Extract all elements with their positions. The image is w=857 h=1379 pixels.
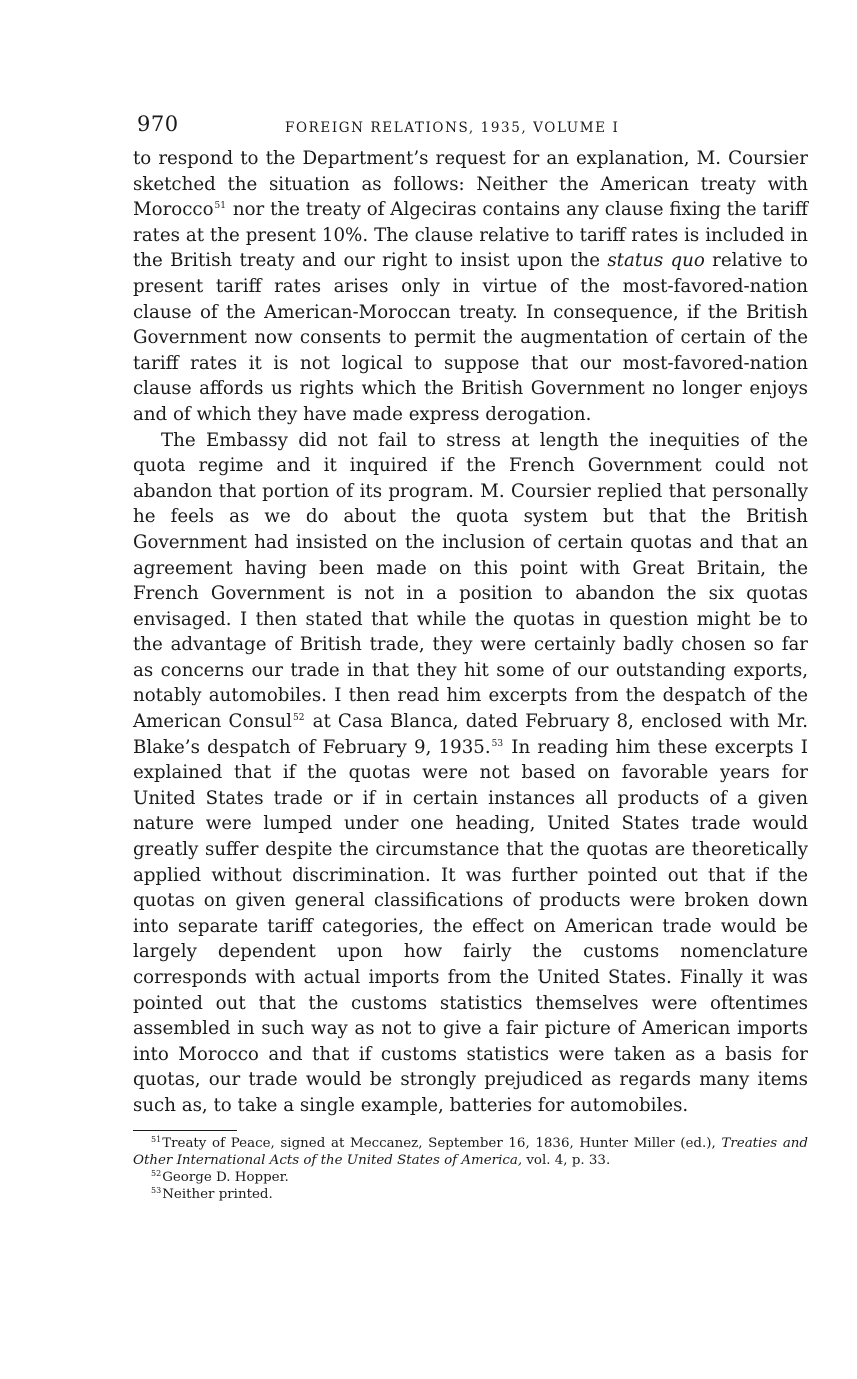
footnote-marker: 53 — [151, 1185, 162, 1195]
running-header — [133, 112, 808, 146]
paragraph-text: to respond to the Department’s request for an explanation, M. Coursier sketched the situation as follows: Neither the American treaty with Morocco — [133, 148, 808, 221]
paragraph-text: relative to present tariff rates arises only in virtue of the most-favored-nation clause of the American-Moroccan treaty. In consequence, if the British Government now consents to permit the augmentation of certain of the tariff rates it is not logical to suppose that our most-favored-nation clause affords us rights which the British Government no longer enjoys and of which they have made express derogation. — [133, 250, 808, 425]
footnote-marker: 51 — [151, 1134, 162, 1144]
footnote-text: Treaty of Peace, signed at Meccanez, September 16, 1836, Hunter Miller (ed.), — [162, 1135, 716, 1151]
footnote-ref-52[interactable]: 52 — [293, 713, 305, 724]
footnotes — [133, 1135, 808, 1203]
footnote-51 — [133, 1135, 808, 1169]
running-title: FOREIGN RELATIONS, 1935, VOLUME I — [285, 120, 620, 136]
footnote-ref-53[interactable]: 53 — [491, 738, 504, 749]
footnote-text: vol. 4, p. 33. — [526, 1152, 611, 1168]
footnote-53 — [133, 1186, 808, 1203]
footnote-marker: 52 — [151, 1168, 162, 1178]
body-text — [133, 146, 808, 1119]
footnote-text: Neither printed. — [162, 1186, 273, 1202]
italic-phrase: status quo — [607, 250, 705, 272]
paragraph-text: at Casa Blanca, dated February 8, enclosed with Mr. Blake’s despatch of February 9, 1935. — [133, 711, 808, 758]
footnote-italic-title: Treaties and Other International Acts of the United States of America, — [133, 1135, 808, 1168]
paragraph-text: nor the treaty of Algeciras contains any clause fixing the tariff rates at the present 10%. The clause relative to tariff rates is included in the British treaty and our right to insist upon the — [133, 199, 808, 272]
paragraph-text: In reading him these excerpts I explained that if the quotas were not based on favorable years for United States trade or if in certain instances all products of a given nature were lumped under one heading, United States trade would greatly suffer despite the circumstance that the quotas are theoretically applied without discrimination. It was further pointed out that if the quotas on given general classifications of products were broken down into separate tariff categories, the effect on American trade would be largely dependent upon how fairly the customs nomenclature corresponds with actual imports from the United States. Finally it was pointed out that the customs statistics themselves were oftentimes assembled in such way as not to give a fair picture of American imports into Morocco and that if customs statistics were taken as a basis for quotas, our trade would be strongly prejudiced as regards many items such as, to take a single example, batteries for automobiles. — [133, 736, 808, 1116]
paragraph-text: The Embassy did not fail to stress at length the inequities of the quota regime and it inquired if the French Government could not abandon that portion of its program. M. Coursier replied that personally he feels as we do about the quota system but that the British Government had insisted on the inclusion of certain quotas and that an agreement having been made on this point with Great Britain, the French Government is not in a position to abandon the six quotas envisaged. I then stated that while the quotas in question might be to the advantage of British trade, they were certainly badly chosen so far as concerns our trade in that they hit some of our outstanding exports, notably automobiles. I then read him excerpts from the despatch of the American Consul — [133, 429, 808, 733]
paragraph-1 — [133, 146, 808, 428]
footnote-52 — [133, 1169, 808, 1186]
footnote-text: George D. Hopper. — [162, 1169, 289, 1185]
paragraph-2 — [133, 428, 808, 1119]
page-number: 970 — [137, 112, 179, 136]
document-page — [133, 112, 808, 1203]
footnote-divider — [133, 1130, 237, 1131]
footnote-ref-51[interactable]: 51 — [214, 201, 226, 212]
